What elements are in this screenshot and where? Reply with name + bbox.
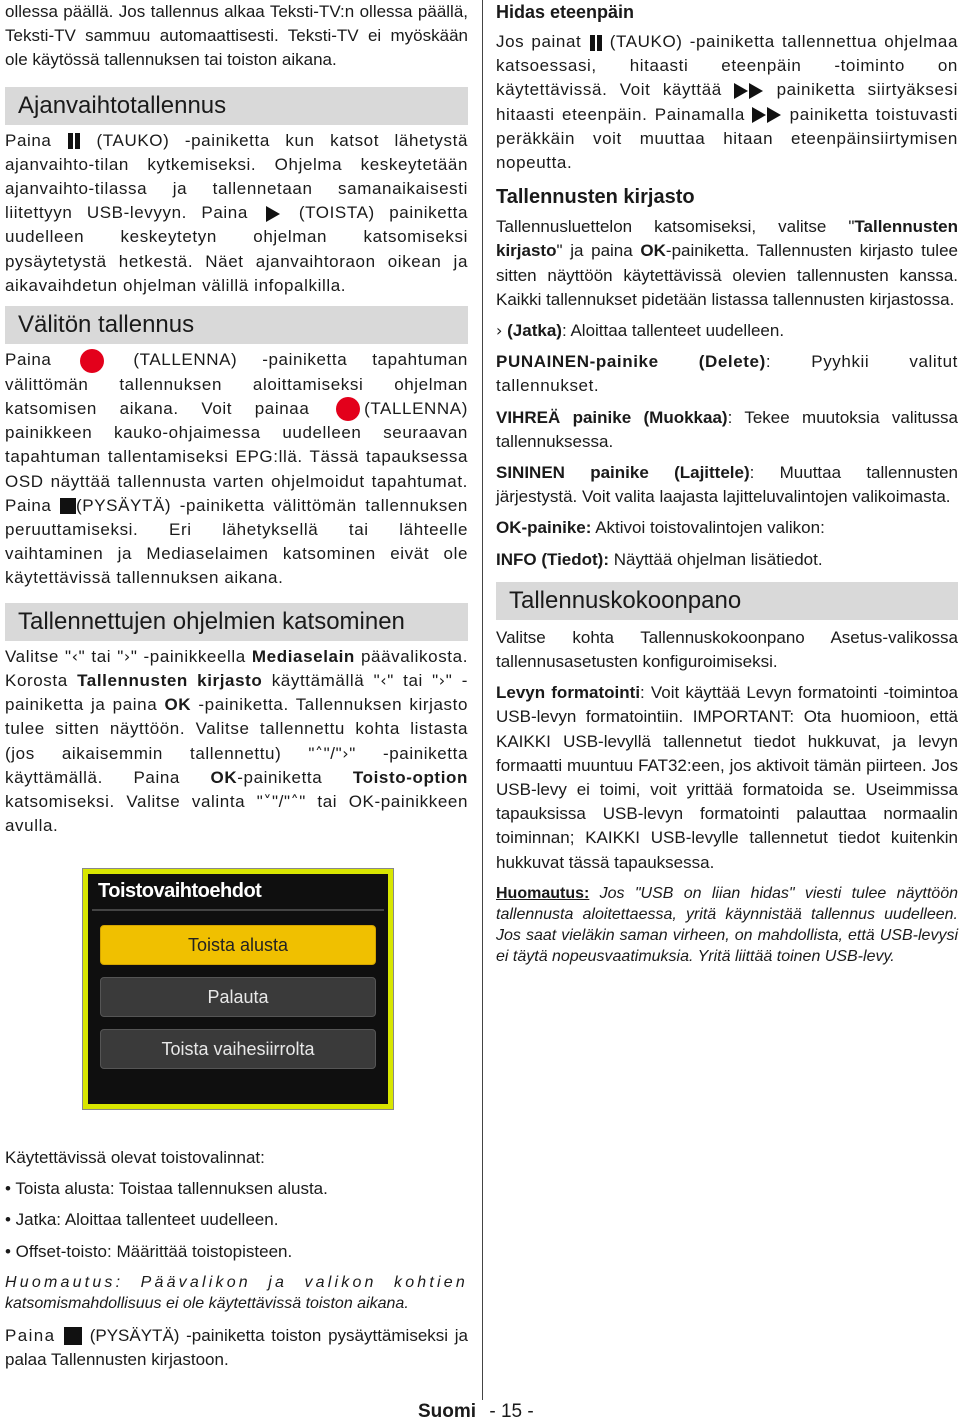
heading-recordings-library: Tallennusten kirjasto xyxy=(496,186,695,209)
instant-recording-paragraph: Paina (TALLENNA) -painiketta tapahtuman välittömän tallennuksen aloittamiseksi ohjelman katsomisen aikana. Voit painaa (TALLENNA) painikkeen kauko-ohjaimessa uudelleen seuraavan tapahtuman tallentamiseksi EPG:llä. Tässä tapauksessa OSD näyttää tallennusta varten ohjelmoidut tapahtumat. Paina (PYSÄYTÄ) -painiketta välittömän tallennuksen peruuttamiseksi. Eri lähetyksellä tai lähteelle vaihtaminen ja Mediaselaimen katsominen eivät ole käytettävissä tallennuksen aikana. xyxy=(5,350,469,588)
play-icon xyxy=(266,206,280,222)
column-divider xyxy=(482,0,483,1400)
left-column xyxy=(5,0,468,838)
pause-icon xyxy=(589,35,603,51)
heading-watching-recordings: Tallennettujen ohjelmien katsominen xyxy=(5,603,468,641)
red-button-line: PUNAINEN-painike (Delete): Pyyhkii valitut tallennukset. xyxy=(496,352,958,396)
heading-recording-config: Tallennuskokoonpano xyxy=(496,582,958,620)
left-column-lower xyxy=(5,1146,468,1372)
fast-forward-icon xyxy=(752,107,782,123)
config-paragraph: Valitse kohta Tallennuskokoonpano Asetus-valikossa tallennusasetusten konfiguroimiseksi. xyxy=(496,627,958,672)
playback-options-menu xyxy=(82,868,394,1110)
right-column xyxy=(496,0,958,967)
stop-paragraph: Paina (PYSÄYTÄ) -painiketta toiston pysäyttämiseksi ja palaa Tallennusten kirjastoon. xyxy=(5,1325,468,1370)
chevron-up-icon: ˄ xyxy=(290,791,300,811)
record-icon xyxy=(80,349,104,373)
watching-paragraph: Valitse "‹" tai "›" -painikkeella Mediaselain päävalikosta. Korosta Tallennusten kirjasto käyttämällä "‹" tai "›" -painiketta ja paina OK -painiketta. Tallennuksen kirjasto tulee sitten näyttöön. Valitse tallennettu kohta listasta (jos aikaisemmin tallennettu) "˄"/"›" -painiketta käyttämällä. Paina OK-painiketta Toisto-option katsomiseksi. Valitse valinta "˅"/"˄" tai OK-painikkeen avulla. xyxy=(5,646,469,836)
fast-forward-icon xyxy=(734,83,764,99)
intro-paragraph: ollessa päällä. Jos tallennus alkaa Teksti-TV:n ollessa päällä, Teksti-TV sammuu automaattisesti. Teksti-TV ei myöskään ole käytössä tallennuksen tai toiston aikana. xyxy=(5,2,468,70)
chevron-left-icon: ‹ xyxy=(71,646,79,666)
chevron-down-icon: ˅ xyxy=(263,791,273,811)
heading-timeshift: Ajanvaihtotallennus xyxy=(5,87,468,125)
record-icon xyxy=(336,397,360,421)
timeshift-paragraph: Paina (TAUKO) -painiketta kun katsot lähetystä ajanvaihto-tilan kytkemiseksi. Ohjelma keskeytetään ajanvaihto-tilassa ja tallennetaan samanaikaisesti liitettyyn USB-levyyn. Paina (TOISTA) painiketta uudelleen keskeytetyn ohjelman katsomiseksi pysäytetystä hetkestä. Näet ajanvaihtoraon oikean ja aikavaihdetun ohjelman välillä infopalkilla. xyxy=(5,130,468,295)
format-paragraph: Levyn formatointi: Voit käyttää Levyn formatointi -toimintoa USB-levyn formatointiin. IMPORTANT: Ota huomioon, että KAIKKI USB-levyllä tallennetut tiedot hukkuvat, ja levyn formaatti muuntuu FAT32:een, jos aktivoit tämän piirteen. Jos USB-levy ei toimi, voit yrittää formatoida se. Useimmissa tapauksissa USB-levyn formatointi palauttaa normaalin toiminnan; KAIKKI USB-levylle tallennetut tiedot kuitenkin hukkuvat tässä tapauksessa. xyxy=(496,683,959,872)
stop-icon xyxy=(60,498,76,514)
library-paragraph: Tallennusluettelon katsomiseksi, valitse "Tallennusten kirjasto" ja paina OK-painiketta. Tallennusten kirjasto tulee sitten näyttöön käytettävissä olevien tallennusten kanssa. Kaikki tallennukset pidetään listassa tallennusten kirjastossa. xyxy=(496,217,958,309)
option-item: • Offset-toisto: Määrittää toistopisteen. xyxy=(5,1241,293,1261)
menu-item-play-from-start[interactable]: Toista alusta xyxy=(100,925,376,965)
stop-icon xyxy=(64,1327,82,1345)
menu-panel xyxy=(88,874,388,1104)
chevron-up-icon: ˄ xyxy=(315,743,324,763)
options-intro: Käytettävissä olevat toistovalinnat: xyxy=(5,1148,265,1167)
blue-button-line: SININEN painike (Lajittele): Muuttaa tallennusten järjestystä. Voit valita laajasta lajitteluvalintojen valikoimasta. xyxy=(496,463,959,507)
chevron-left-icon: ‹ xyxy=(380,670,388,690)
footer-page-number: - 15 - xyxy=(489,1401,534,1422)
ok-button-line: OK-painike: Aktivoi toistovalintojen valikon: xyxy=(496,518,825,538)
slow-forward-paragraph: Jos painat (TAUKO) -painiketta tallennettua ohjelmaa katsoessasi, hitaasti eteenpäin -toiminto on käytettävissä. Voit käyttää painiketta siirtyäksesi hitaasti eteenpäin. Painamalla painiketta toistuvasti peräkkäin voit muuttaa hitaan eteenpäinsiirtymisen nopeutta. xyxy=(496,32,959,173)
footer-language: Suomi xyxy=(418,1401,477,1422)
menu-divider xyxy=(92,909,384,911)
usb-note: Huomautus: Jos "USB on liian hidas" viesti tulee näyttöön tallennusta aloitettaessa, yritä käynnistää tallennus uudelleen. Jos saat vieläkin saman virheen, on mahdollista, että USB-levysi ei täytä nopeusvaatimuksia. Yritä liittää toinen USB-levy. xyxy=(496,884,958,965)
info-button-line: INFO (Tiedot): Näyttää ohjelman lisätiedot. xyxy=(496,549,823,569)
chevron-right-icon: › xyxy=(123,646,131,666)
option-item: • Jatka: Aloittaa tallenteet uudelleen. xyxy=(5,1210,279,1230)
chevron-right-icon: › xyxy=(496,321,503,341)
playback-note: Huomautus: Päävalikon ja valikon kohtien katsomismahdollisuus ei ole käytettävissä toiston aikana. xyxy=(5,1273,468,1312)
green-button-line: VIHREÄ painike (Muokkaa): Tekee muutoksia valitussa tallennuksessa. xyxy=(496,407,959,451)
resume-line: › (Jatka): Aloittaa tallenteet uudelleen. xyxy=(496,321,785,341)
chevron-right-icon: › xyxy=(342,743,350,763)
page-footer xyxy=(418,1401,534,1423)
menu-title: Toistovaihtoehdot xyxy=(98,880,262,902)
menu-item-resume[interactable]: Palauta xyxy=(100,977,376,1017)
heading-slow-forward: Hidas eteenpäin xyxy=(496,2,635,22)
menu-item-offset-play[interactable]: Toista vaihesiirrolta xyxy=(100,1029,376,1069)
heading-instant-recording: Välitön tallennus xyxy=(5,306,468,344)
pause-icon xyxy=(67,133,81,149)
option-item: • Toista alusta: Toistaa tallennuksen alusta. xyxy=(5,1179,328,1199)
chevron-right-icon: › xyxy=(438,670,446,690)
